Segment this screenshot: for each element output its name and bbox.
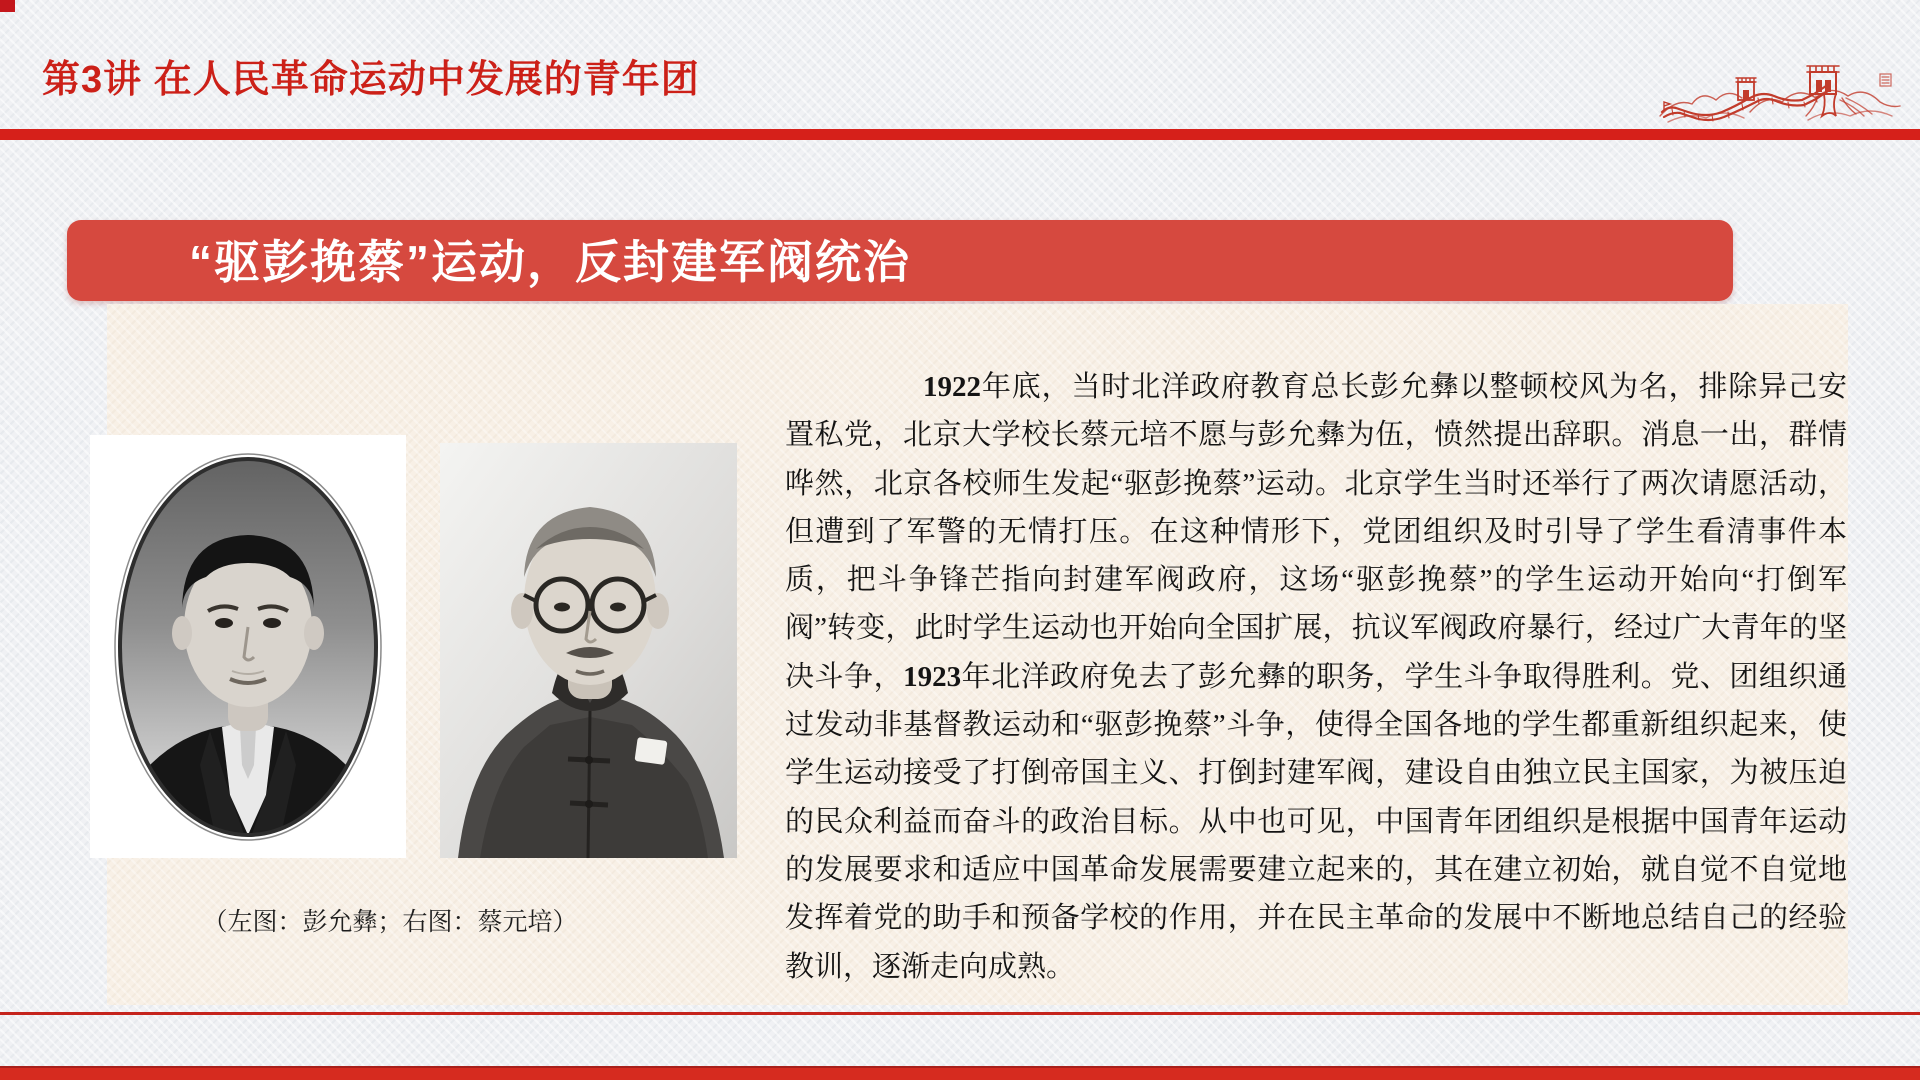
bottom-thin-line	[0, 1012, 1920, 1015]
photo-peng-yunyi	[90, 435, 406, 858]
header-divider-line	[0, 129, 1920, 140]
page-title: 第3讲 在人民革命运动中发展的青年团	[42, 59, 700, 101]
photo-cai-yuanpei	[440, 443, 737, 858]
article-text: 1922年底，当时北洋政府教育总长彭允彝以整顿校风为名，排除异己安置私党，北京大学校长蔡元培不愿与彭允彝为伍，愤然提出辞职。消息一出，群情哗然，北京各校师生发起“驱彭挽蔡”运动。北京学生当时还举行了两次请愿活动，但遭到了军警的无情打压。在这种情形下，党团组织及时引导了学生看清事件本质，把斗争锋芒指向封建军阀政府，这场“驱彭挽蔡”的学生运动开始向“打倒军阀”转变，此时学生运动也开始向全国扩展，抗议军阀政府暴行，经过广大青年的坚决斗争，1923年北洋政府免去了彭允彝的职务，学生斗争取得胜利。党、团组织通过发动非基督教运动和“驱彭挽蔡”斗争，使得全国各地的学生都重新组织起来，使学生运动接受了打倒帝国主义、打倒封建军阀，建设自由独立民主国家，为被压迫的民众利益而奋斗的政治目标。从中也可见，中国青年团组织是根据中国青年运动的发展要求和适应中国革命发展需要建立起来的，其在建立初始，就自觉不自觉地发挥着党的助手和预备学校的作用，并在民主革命的发展中不断地总结自己的经验教训，逐渐走向成熟。	[785, 371, 1847, 983]
photo-caption: （左图：彭允彝；右图：蔡元培）	[202, 909, 578, 936]
bottom-red-band	[0, 1066, 1920, 1080]
section-banner	[67, 220, 1733, 301]
great-wall-icon	[1658, 60, 1902, 128]
peng-yunyi-portrait-art	[90, 435, 406, 858]
section-title: “驱彭挽蔡”运动，反封建军阀统治	[189, 236, 911, 288]
cai-yuanpei-portrait-art	[440, 443, 737, 858]
corner-red-mark	[0, 0, 15, 12]
